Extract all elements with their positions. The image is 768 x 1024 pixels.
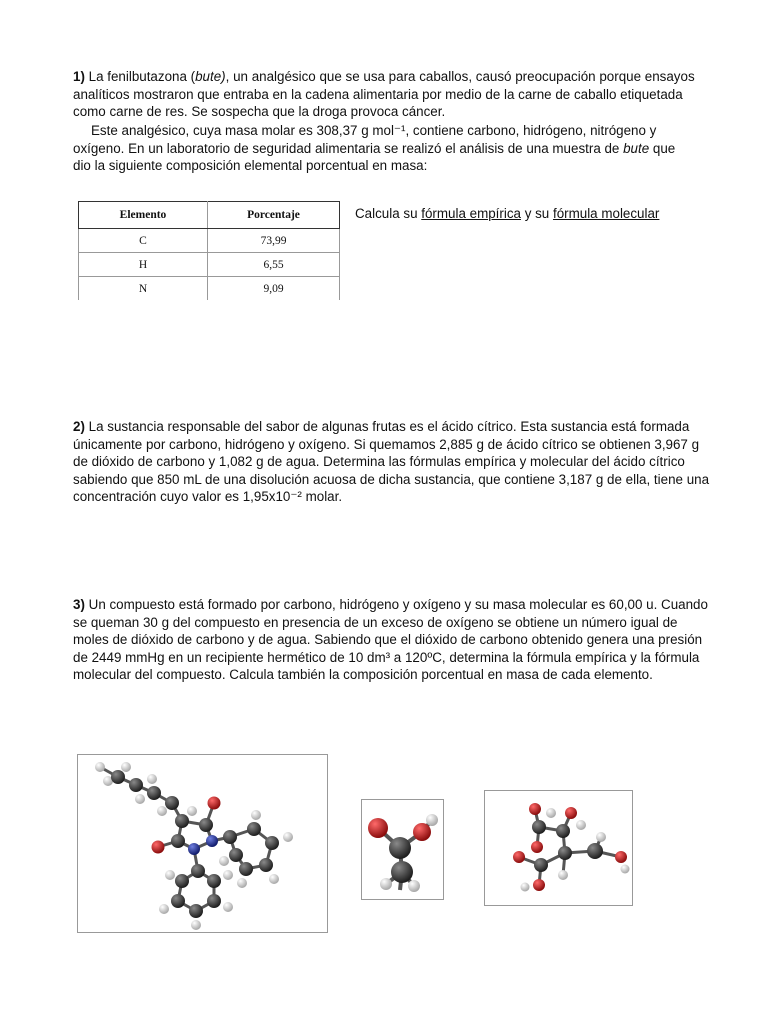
molecular-formula-term: fórmula molecular: [552, 206, 660, 221]
acetic-acid-molecule-image: [361, 799, 444, 900]
table-header: Porcentaje: [208, 202, 340, 229]
table-header: Elemento: [79, 202, 208, 229]
problem-1-text-c: Este analgésico, cuya masa molar es 308,37 g mol⁻¹, contiene carbono, hidrógeno, nitrógeno y oxígeno. En un laboratorio de seguridad alimentaria se realizó el análisis de una muestra de: [73, 123, 657, 156]
problem-3-body: Un compuesto está formado por carbono, hidrógeno y oxígeno y su masa molecular es 60,00 u. Cuando se queman 30 g del compuesto en presencia de un exceso de oxígeno se obtiene un número igual de moles de dióxido de carbono y de agua. Sabiendo que el dióxido de carbono obtenido genera una presión de 2449 mmHg en un recipiente hermético de 10 dm³ a 120ºC, determina la fórmula empírica y la fórmula molecular del compuesto. Calcula también la composición porcentual en masa de cada elemento.: [73, 597, 708, 683]
problem-1-instruction: [355, 206, 659, 221]
table-cell: H: [79, 253, 208, 277]
problem-1-text-2: [73, 122, 695, 175]
table-cell: 6,55: [208, 253, 340, 277]
table-row: [79, 277, 340, 301]
problem-1-text-d: que dio la siguiente composición elemental porcentual en masa:: [73, 140, 676, 174]
problem-1-number: 1): [73, 69, 85, 84]
phenylbutazone-molecule-image: [77, 754, 328, 933]
table-header-row: [79, 202, 340, 229]
table-cell: C: [79, 229, 208, 253]
problem-3-number: 3): [73, 597, 85, 612]
problem-2-number: 2): [73, 419, 85, 434]
table-cell: 73,99: [208, 229, 340, 253]
bute-term-2: bute: [623, 140, 650, 156]
citric-acid-molecule-icon: [485, 791, 632, 905]
problem-2-body: La sustancia responsable del sabor de algunas frutas es el ácido cítrico. Esta sustancia está formada únicamente por carbono, hidrógeno y oxígeno. Si quemamos 2,885 g de ácido cítrico se obtienen 3,967 g de dióxido de carbono y 1,082 g de agua. Determina las fórmulas empírica y molecular del ácido cítrico sabiendo que 850 mL de una disolución acuosa de dicha sustancia, que contiene 3,187 g de ella, tiene una concentración cuyo valor es 1,95x10⁻² molar.: [73, 419, 710, 505]
table-cell: 9,09: [208, 277, 340, 301]
table-cell: N: [79, 277, 208, 301]
table-row: [79, 253, 340, 277]
empirical-formula-term: fórmula empírica: [421, 206, 521, 221]
problem-3-text: [73, 596, 713, 684]
bute-term: bute): [195, 69, 226, 84]
instruction-text-b: y su: [520, 206, 553, 221]
table-row: [79, 229, 340, 253]
problem-1-text-a: La fenilbutazona (: [84, 69, 196, 84]
citric-acid-molecule-image: [484, 790, 633, 906]
phenylbutazone-molecule-icon: [78, 755, 327, 932]
problem-2-text: [73, 418, 713, 506]
problem-1-text-b: , un analgésico que se usa para caballos, causó preocupación porque ensayos analíticos mostraron que entraba en la cadena alimentaria por medio de la carne de caballo etiquetada como carne de res. Se sospecha que la droga provoca cáncer.: [73, 69, 695, 120]
problem-1-text: [73, 68, 713, 121]
composition-table: [78, 201, 340, 300]
acetic-acid-molecule-icon: [362, 800, 443, 899]
instruction-text-a: Calcula su: [355, 206, 422, 221]
